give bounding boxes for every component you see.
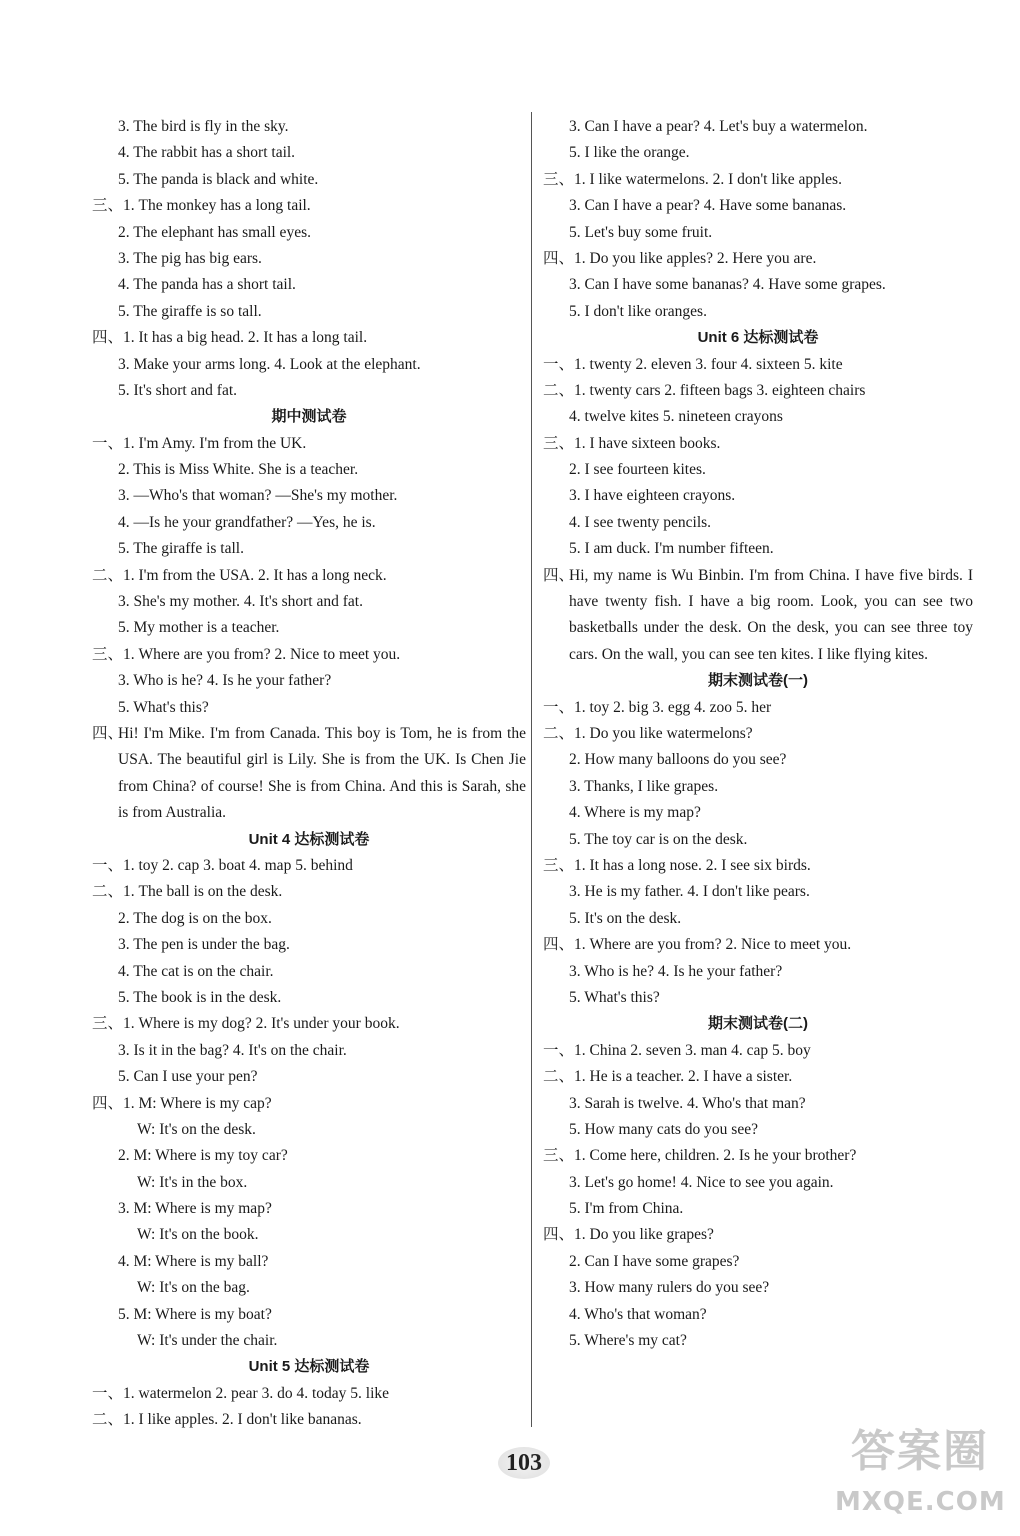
- answer-line: 一、1. toy 2. cap 3. boat 4. map 5. behind: [92, 857, 353, 874]
- answer-line: 4. The panda has a short tail.: [118, 276, 296, 294]
- answer-line: 5. Can I use your pen?: [118, 1068, 258, 1086]
- answer-line: 5. I'm from China.: [569, 1200, 684, 1218]
- passage-marker: 四、: [543, 566, 575, 584]
- left-answers-part2: [92, 827, 526, 1434]
- watermark-top: 答案圈: [851, 1426, 989, 1477]
- answer-line: 3. Is it in the bag? 4. It's on the chair.: [118, 1041, 347, 1059]
- answer-line: 5. The panda is black and white.: [118, 170, 319, 188]
- answer-line: 三、1. Where is my dog? 2. It's under your book.: [92, 1015, 400, 1033]
- answer-line: 5. Let's buy some fruit.: [569, 223, 713, 241]
- passage-marker: 四、: [92, 724, 124, 742]
- section-heading: Unit 5 达标测试卷: [248, 1358, 370, 1376]
- answer-line: 3. Let's go home! 4. Nice to see you again.: [569, 1173, 834, 1191]
- answer-line: 3. The pen is under the bag.: [118, 936, 290, 954]
- answer-line: 四、1. Where are you from? 2. Nice to meet you.: [543, 936, 852, 954]
- watermark-logo: [835, 1422, 1005, 1530]
- section-heading: 期中测试卷: [271, 408, 347, 426]
- answer-line: 二、1. twenty cars 2. fifteen bags 3. eighteen chairs: [543, 381, 866, 399]
- answer-line: 一、1. twenty 2. eleven 3. four 4. sixteen 5. kite: [543, 355, 843, 373]
- answer-line: 3. Who is he? 4. Is he your father?: [569, 962, 783, 980]
- answer-line: 4. —Is he your grandfather? —Yes, he is.: [118, 513, 376, 531]
- right-answers-part1: [543, 114, 973, 563]
- answer-line: 三、1. I have sixteen books.: [543, 434, 721, 452]
- answer-line: 三、1. It has a long nose. 2. I see six birds.: [543, 857, 811, 874]
- answer-line: 一、1. I'm Amy. I'm from the UK.: [92, 434, 307, 452]
- answer-line: 3. Can I have a pear? 4. Have some bananas.: [569, 197, 847, 215]
- answer-line: 2. Can I have some grapes?: [569, 1252, 740, 1270]
- answer-line: 4. Where is my map?: [569, 804, 701, 822]
- answer-line: W: It's on the desk.: [137, 1120, 256, 1138]
- answer-line: 四、1. It has a big head. 2. It has a long tail.: [92, 329, 368, 347]
- answer-line: 3. Make your arms long. 4. Look at the elephant.: [118, 355, 421, 373]
- answer-line: 3. Can I have a pear? 4. Let's buy a watermelon.: [569, 118, 868, 135]
- passage-text: Hi! I'm Mike. I'm from Canada. This boy is Tom, he is from the USA. The beautiful girl is Lily. She is from the UK. Is Chen Jie from China? of course! She is from China. And this is Sarah, she is from Australia.: [118, 724, 526, 822]
- answer-line: 二、1. Do you like watermelons?: [543, 725, 753, 743]
- answer-line: 5. What's this?: [118, 698, 209, 716]
- watermark-bottom: MXQE.COM: [835, 1487, 1006, 1517]
- answer-line: 5. I am duck. I'm number fifteen.: [569, 540, 774, 558]
- answer-line: 3. She's my mother. 4. It's short and fat.: [118, 593, 363, 611]
- left-answers-part1: [92, 114, 526, 721]
- section-heading: 期末测试卷(二): [708, 1015, 808, 1033]
- answer-line: W: It's on the bag.: [137, 1279, 250, 1297]
- answer-line: 2. M: Where is my toy car?: [118, 1147, 288, 1165]
- answer-line: W: It's under the chair.: [137, 1332, 278, 1350]
- right-passage: [543, 563, 973, 669]
- answer-line: 5. I like the orange.: [569, 144, 690, 162]
- answer-line: 二、1. He is a teacher. 2. I have a sister.: [543, 1068, 793, 1086]
- answer-line: 2. How many balloons do you see?: [569, 751, 787, 769]
- answer-line: 一、1. toy 2. big 3. egg 4. zoo 5. her: [543, 698, 772, 716]
- answer-line: 2. The elephant has small eyes.: [118, 223, 311, 241]
- left-passage: [92, 721, 526, 827]
- answer-line: 三、1. Come here, children. 2. Is he your brother?: [543, 1147, 857, 1165]
- answer-line: W: It's in the box.: [137, 1173, 248, 1191]
- section-heading: Unit 4 达标测试卷: [248, 830, 370, 848]
- answer-line: 4. Who's that woman?: [569, 1305, 707, 1323]
- answer-line: 三、1. Where are you from? 2. Nice to meet you.: [92, 645, 401, 663]
- column-divider: [531, 112, 532, 1427]
- answer-line: 二、1. I'm from the USA. 2. It has a long neck.: [92, 566, 387, 584]
- section-heading: 期末测试卷(一): [708, 672, 808, 690]
- section-heading: Unit 6 达标测试卷: [697, 329, 819, 347]
- left-column: [92, 114, 526, 1434]
- answer-line: 5. The giraffe is tall.: [118, 540, 244, 558]
- answer-line: 5. The toy car is on the desk.: [569, 830, 748, 848]
- answer-line: 5. The giraffe is so tall.: [118, 302, 262, 320]
- right-column: [543, 114, 973, 1354]
- answer-line: 一、1. China 2. seven 3. man 4. cap 5. boy: [543, 1041, 811, 1059]
- answer-line: 5. It's on the desk.: [569, 909, 682, 927]
- answer-line: 3. The bird is fly in the sky.: [118, 118, 289, 135]
- answer-line: 3. How many rulers do you see?: [569, 1279, 770, 1297]
- answer-line: 3. I have eighteen crayons.: [569, 487, 736, 505]
- answer-line: 2. I see fourteen kites.: [569, 461, 706, 479]
- answer-line: 5. It's short and fat.: [118, 381, 238, 399]
- answer-line: 二、1. The ball is on the desk.: [92, 883, 283, 901]
- answer-line: 2. The dog is on the box.: [118, 909, 272, 927]
- answer-line: 4. The rabbit has a short tail.: [118, 144, 296, 162]
- answer-line: 一、1. watermelon 2. pear 3. do 4. today 5. like: [92, 1384, 390, 1402]
- answer-line: 5. What's this?: [569, 988, 660, 1006]
- answer-line: 3. Sarah is twelve. 4. Who's that man?: [569, 1094, 806, 1112]
- answer-line: 3. The pig has big ears.: [118, 249, 262, 267]
- answer-line: 二、1. I like apples. 2. I don't like bananas.: [92, 1411, 362, 1429]
- answer-line: 三、1. I like watermelons. 2. I don't like apples.: [543, 170, 842, 188]
- answer-line: 3. —Who's that woman? —She's my mother.: [118, 487, 398, 505]
- answer-line: 5. M: Where is my boat?: [118, 1305, 272, 1323]
- answer-line: 三、1. The monkey has a long tail.: [92, 197, 311, 215]
- answer-line: 4. The cat is on the chair.: [118, 962, 274, 980]
- answer-line: 4. I see twenty pencils.: [569, 513, 712, 531]
- answer-line: 3. Thanks, I like grapes.: [569, 777, 719, 795]
- answer-line: 4. M: Where is my ball?: [118, 1252, 269, 1270]
- answer-line: 四、1. Do you like apples? 2. Here you are.: [543, 249, 817, 267]
- answer-line: 4. twelve kites 5. nineteen crayons: [569, 408, 783, 426]
- answer-line: 5. My mother is a teacher.: [118, 619, 280, 637]
- answer-line: 3. Who is he? 4. Is he your father?: [118, 672, 332, 690]
- answer-line: 5. I don't like oranges.: [569, 302, 707, 320]
- answer-line: 2. This is Miss White. She is a teacher.: [118, 461, 359, 479]
- answer-line: 四、1. Do you like grapes?: [543, 1226, 714, 1244]
- answer-line: 3. He is my father. 4. I don't like pears.: [569, 883, 810, 901]
- right-answers-part2: [543, 668, 973, 1354]
- answer-line: 3. M: Where is my map?: [118, 1200, 272, 1218]
- answer-line: 5. The book is in the desk.: [118, 988, 282, 1006]
- answer-line: 四、1. M: Where is my cap?: [92, 1094, 272, 1112]
- passage-text: Hi, my name is Wu Binbin. I'm from China. I have five birds. I have twenty fish. I have a big room. Look, you can see two basketballs under the desk. On the desk, you can see three toy cars. On the wall, you can see ten kites. I like flying kites.: [569, 566, 973, 663]
- answer-line: 3. Can I have some bananas? 4. Have some grapes.: [569, 276, 886, 294]
- answer-line: 5. How many cats do you see?: [569, 1120, 758, 1138]
- page-number: 103: [492, 1444, 556, 1482]
- answer-line: 5. Where's my cat?: [569, 1332, 687, 1350]
- answer-line: W: It's on the book.: [137, 1226, 259, 1244]
